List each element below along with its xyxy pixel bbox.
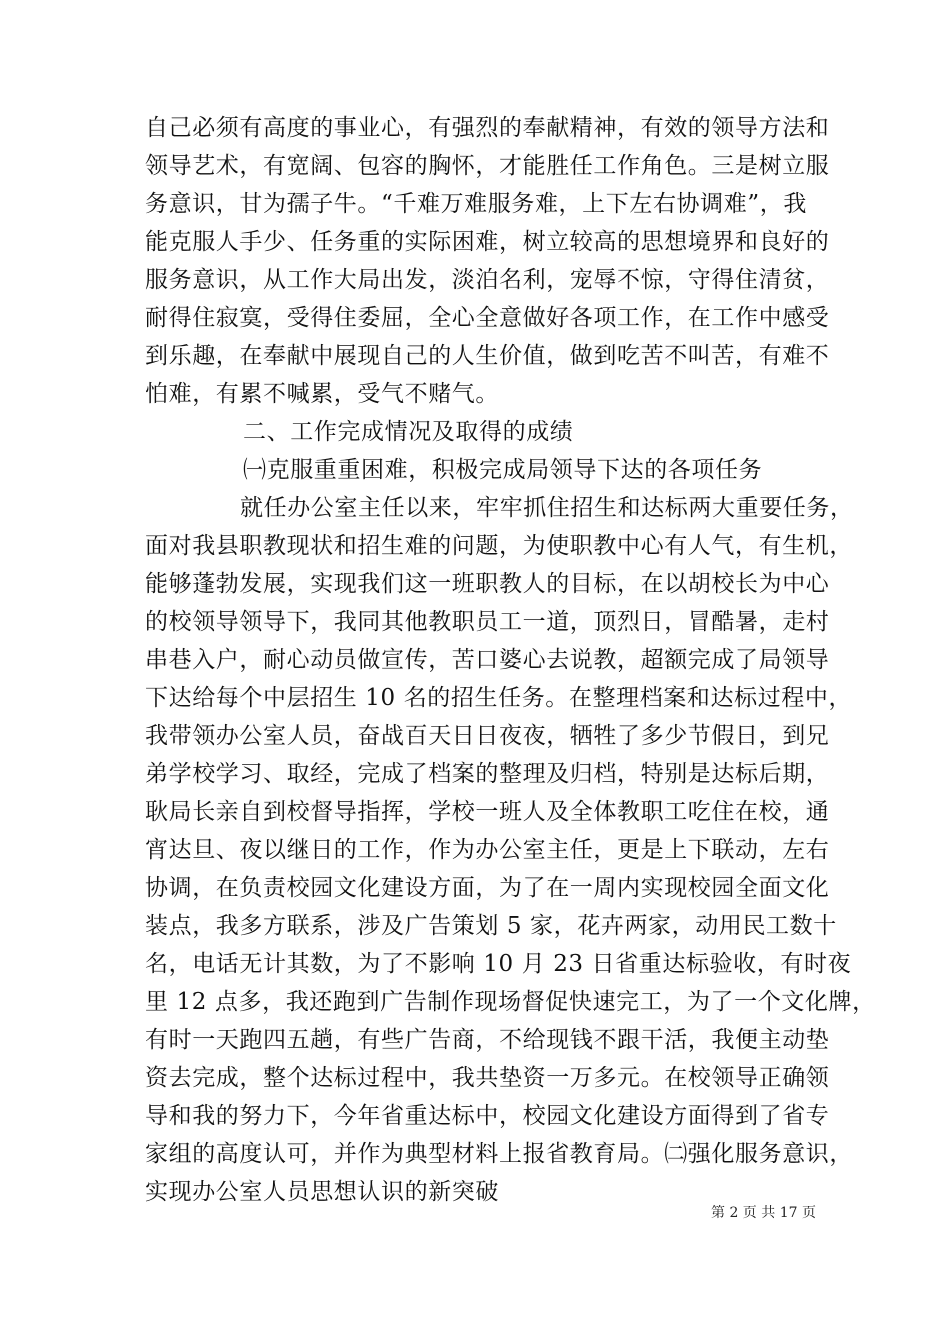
text-line: 自己必须有高度的事业心，有强烈的奉献精神，有效的领导方法和 xyxy=(145,115,830,141)
text-line: 面对我县职教现状和招生难的问题，为使职教中心有人气，有生机， xyxy=(145,533,853,559)
page-number-footer: 第 2 页 共 17 页 xyxy=(711,1205,816,1221)
text-line: 里 12 点多，我还跑到广告制作现场督促快速完工，为了一个文化牌， xyxy=(145,989,876,1015)
text-line: 宵达旦、夜以继日的工作，作为办公室主任，更是上下联动，左右 xyxy=(145,837,830,863)
text-line: 资去完成，整个达标过程中，我共垫资一万多元。在校领导正确领 xyxy=(145,1065,830,1091)
text-line: 服务意识，从工作大局出发，淡泊名利，宠辱不惊，守得住清贫， xyxy=(145,267,830,293)
text-line: 导和我的努力下，今年省重达标中，校园文化建设方面得到了省专 xyxy=(145,1103,830,1129)
text-line: 的校领导领导下，我同其他教职员工一道，顶烈日，冒酷暑，走村 xyxy=(145,609,830,635)
text-line: 耐得住寂寞，受得住委屈，全心全意做好各项工作，在工作中感受 xyxy=(145,305,830,331)
text-line: 弟学校学习、取经，完成了档案的整理及归档，特别是达标后期， xyxy=(145,761,830,787)
text-line: 我带领办公室人员，奋战百天日日夜夜，牺牲了多少节假日，到兄 xyxy=(145,723,830,749)
text-line: 怕难，有累不喊累，受气不赌气。 xyxy=(145,381,499,407)
text-line: 实现办公室人员思想认识的新突破 xyxy=(145,1179,499,1205)
text-line: 下达给每个中层招生 10 名的招生任务。在整理档案和达标过程中， xyxy=(145,685,853,711)
text-line: 装点，我多方联系，涉及广告策划 5 家，花卉两家，动用民工数十 xyxy=(145,913,837,939)
text-line: 名，电话无计其数，为了不影响 10 月 23 日省重达标验收，有时夜 xyxy=(145,951,852,977)
text-line: 耿局长亲自到校督导指挥，学校一班人及全体教职工吃住在校，通 xyxy=(145,799,830,825)
text-line: 家组的高度认可，并作为典型材料上报省教育局。㈡强化服务意识， xyxy=(145,1141,853,1167)
subsection-heading: ㈠克服重重困难，积极完成局领导下达的各项任务 xyxy=(243,457,763,483)
section-heading: 二、工作完成情况及取得的成绩 xyxy=(243,419,574,445)
text-line: 串巷入户，耐心动员做宣传，苦口婆心去说教，超额完成了局领导 xyxy=(145,647,830,673)
text-line: 能克服人手少、任务重的实际困难，树立较高的思想境界和良好的 xyxy=(145,229,830,255)
text-line: 务意识，甘为孺子牛。“千难万难服务难，上下左右协调难”，我 xyxy=(145,191,807,217)
text-line: 协调，在负责校园文化建设方面，为了在一周内实现校园全面文化 xyxy=(145,875,830,901)
text-line: 就任办公室主任以来，牢牢抓住招生和达标两大重要任务， xyxy=(240,495,854,521)
text-line: 能够蓬勃发展，实现我们这一班职教人的目标，在以胡校长为中心 xyxy=(145,571,830,597)
text-line: 领导艺术，有宽阔、包容的胸怀，才能胜任工作角色。三是树立服 xyxy=(145,153,830,179)
text-line: 到乐趣，在奉献中展现自己的人生价值，做到吃苦不叫苦，有难不 xyxy=(145,343,830,369)
text-line: 有时一天跑四五趟，有些广告商，不给现钱不跟干活，我便主动垫 xyxy=(145,1027,830,1053)
